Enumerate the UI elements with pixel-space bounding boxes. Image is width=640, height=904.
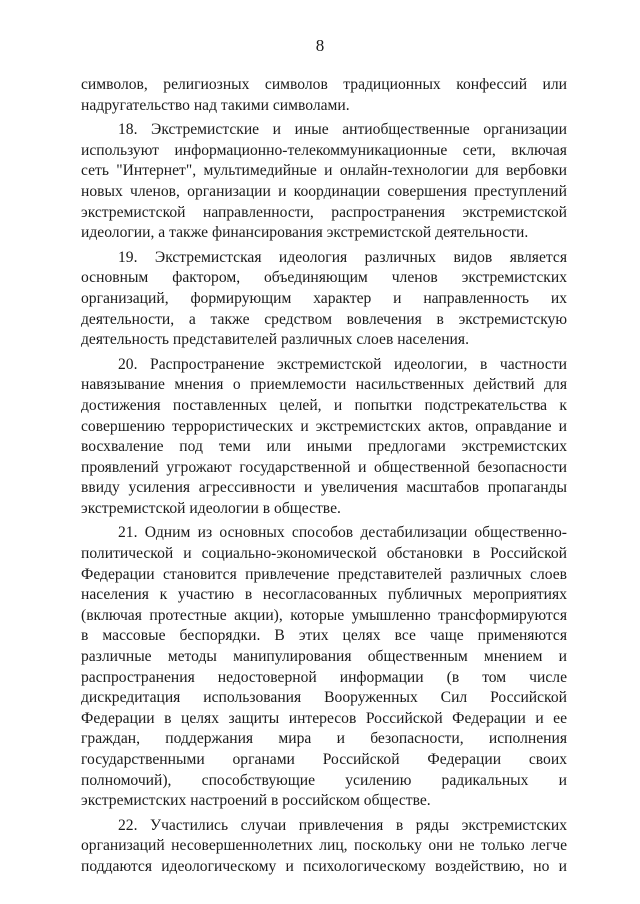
text-line: деятельность представителей различных слоев населения. [81,331,469,349]
text-line: в массовые беспорядки. В этих целях все чаще применяются [81,627,567,645]
text-line: 22. Участились случаи привлечения в ряды экстремистских [118,816,567,834]
text-line: политической и социально-экономической обстановки в Российской [81,545,567,563]
text-line: 20. Распространение экстремистской идеологии, в частности [118,355,567,373]
page-number: 8 [315,36,325,55]
text-line: проявлений угрожают государственной и общественной безопасности [81,458,567,476]
paragraph [81,75,567,116]
text-line: деятельности, а также средством вовлечения в экстремистскую [81,310,567,328]
paragraph [81,355,567,520]
text-line: совершению террористических и экстремистских актов, оправдание и [81,417,567,435]
text-line: государственными органами Российской Федерации своих [81,751,567,768]
text-line: 19. Экстремистская идеология различных видов является [118,248,567,266]
text-line: организаций, формирующим характер и направленность их [81,289,567,307]
text-line: символов, религиозных символов традиционных конфессий или [81,76,567,93]
text-line: Федерации в целях защиты интересов Российской Федерации и ее [81,709,567,727]
text-line: достижения поставленных целей, и попытки подстрекательства к [81,396,567,414]
text-line: организаций несовершеннолетних лиц, поскольку они не только легче [81,837,567,855]
text-line: населения к участию в несогласованных публичных мероприятиях [81,586,567,604]
text-line: дискредитация использования Вооруженных Сил Российской [81,689,567,707]
text-line: граждан, поддержания мира и безопасности, исполнения [81,730,567,748]
text-line: экстремистской направленности, распространения экстремистской [81,203,567,221]
paragraph [81,120,567,244]
text-line: надругательство над такими символами. [81,96,350,114]
text-line: 21. Одним из основных способов дестабилизации общественно- [118,524,567,542]
paragraph [81,248,567,351]
document-body [81,75,567,878]
text-line: навязывание мнения о приемлемости насильственных действий для [81,376,567,394]
paragraph [81,523,567,811]
text-line: сеть "Интернет", мультимедийные и онлайн-технологии для вербовки [81,162,567,180]
text-line: (включая протестные акции), которые умышленно трансформируются [81,606,567,624]
text-line: идеологии, а также финансирования экстремистской деятельности. [81,224,529,242]
text-line: различные методы манипулирования общественным мнением и [81,648,567,666]
text-line: распространения недостоверной информации (в том числе [81,668,567,686]
text-line: 18. Экстремистские и иные антиобщественные организации [118,121,567,139]
text-line: полномочий), способствующие усилению радикальных и [81,771,567,789]
text-line: Федерации становится привлечение представителей различных слоев [81,565,567,583]
paragraph [81,816,567,878]
text-line: экстремистской идеологии в обществе. [81,499,341,517]
text-line: ввиду усиления агрессивности и увеличения масштабов пропаганды [81,479,567,497]
text-line: используют информационно-телекоммуникационные сети, включая [81,141,567,159]
text-line: восхваление под теми или иными предлогами экстремистских [81,438,567,456]
text-line: основным фактором, объединяющим членов экстремистских [81,269,567,287]
text-line: новых членов, организации и координации совершения преступлений [81,182,567,200]
text-line: экстремистских настроений в российском обществе. [81,792,431,810]
text-line: поддаются идеологическому и психологическому воздействию, но и [81,857,567,875]
